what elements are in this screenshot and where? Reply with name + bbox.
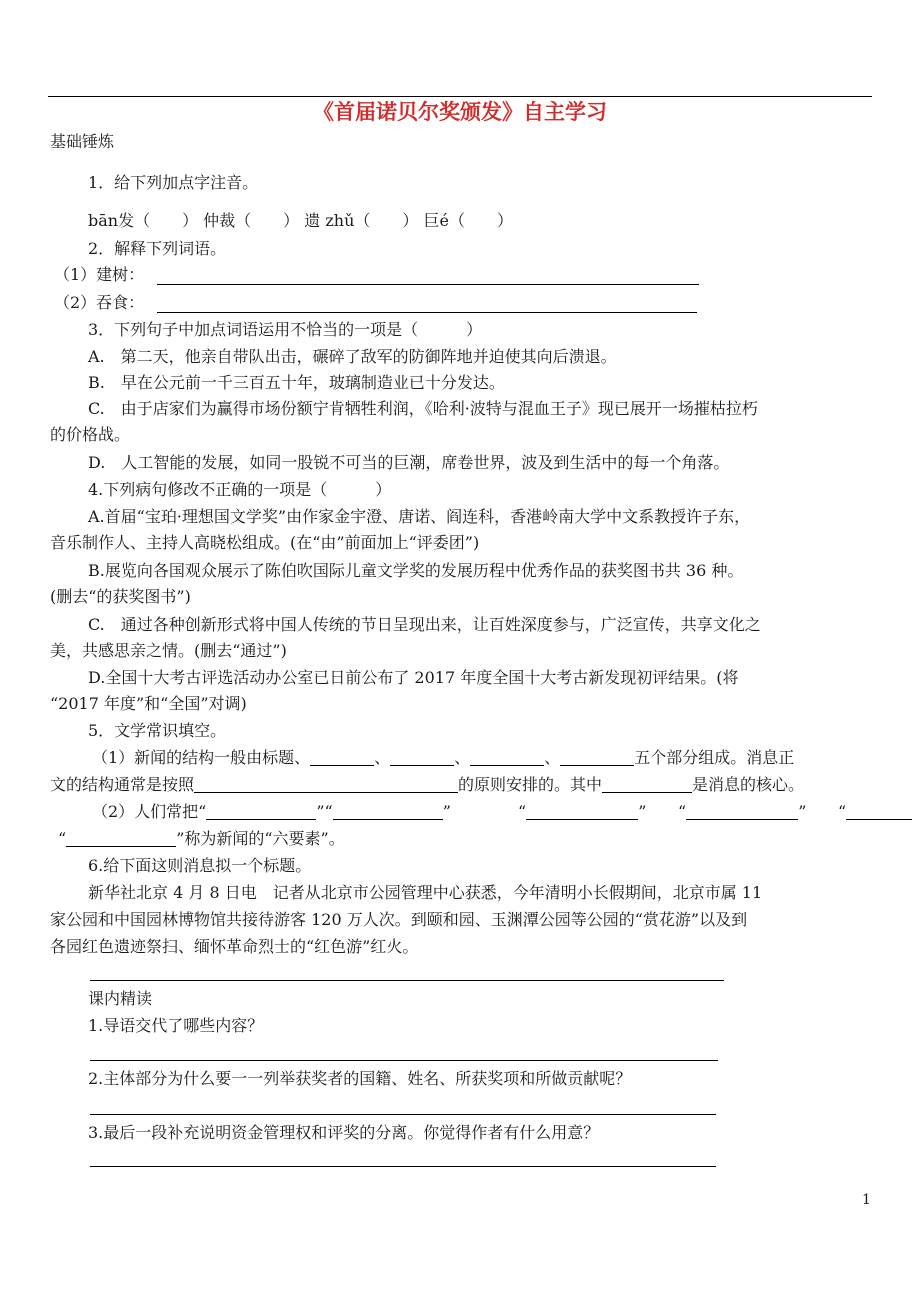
q4-option-d-line2: “2017 年度”和“全国”对调) xyxy=(50,694,247,713)
q5-part2-line2: “ ”称为新闻的“六要素”。 xyxy=(58,829,345,848)
q1-items: bān发（ ） 仲裁（ ） 遗 zhǔ（ ） 巨é（ ） xyxy=(88,211,513,230)
q5-blank[interactable] xyxy=(310,747,374,766)
q3-option-c-line1: C. 由于店家们为赢得市场份额宁肯牺牲利润，《哈利·波特与混血王子》现已展开一场摧枯拉朽 xyxy=(88,399,758,418)
q4-option-a-line1: A.首届“宝珀·理想国文学奖”由作家金宇澄、唐诺、阎连科，香港岭南大学中文系教授许子东， xyxy=(88,507,751,526)
q5-blank[interactable] xyxy=(194,774,458,793)
q5-part2-line1-cont: “ ” xyxy=(518,802,647,821)
q6-text-line1: 新华社北京 4 月 8 日电 记者从北京市公园管理中心获悉，今年清明小长假期间，北京市属 11 xyxy=(88,883,763,902)
q5-blank[interactable] xyxy=(846,801,912,820)
reading-q3: 3.最后一段补充说明资金管理权和评奖的分离。你觉得作者有什么用意？ xyxy=(88,1123,600,1142)
section-heading-basic: 基础锤炼 xyxy=(50,132,115,151)
q5-blank[interactable] xyxy=(206,801,316,820)
q5-part2-line1-cont2: “ ” xyxy=(678,802,807,821)
q5-blank[interactable] xyxy=(602,774,692,793)
q3-option-c-line2: 的价格战。 xyxy=(50,425,131,444)
q6-answer-line[interactable] xyxy=(90,980,724,981)
q5-part1-line1: （1）新闻的结构一般由标题、 、 、 、 五个部分组成。消息正 xyxy=(92,748,795,767)
q5-stem: 5．文学常识填空。 xyxy=(88,721,227,740)
q2-item1-answer-line[interactable] xyxy=(157,284,699,285)
section-heading-reading: 课内精读 xyxy=(88,989,153,1008)
reading-q3-answer-line[interactable] xyxy=(90,1166,716,1167)
q5-part1-line2: 文的结构通常是按照 的原则安排的。其中 是消息的核心。 xyxy=(50,775,805,794)
q4-option-c-line2: 美，共感思亲之情。(删去“通过”) xyxy=(50,641,287,660)
q5-blank[interactable] xyxy=(390,747,454,766)
q3-stem: 3．下列句子中加点词语运用不恰当的一项是（ ） xyxy=(88,320,483,339)
q4-option-b-line2: (删去“的获奖图书”) xyxy=(50,587,191,606)
q4-stem: 4.下列病句修改不正确的一项是（ ） xyxy=(88,480,392,499)
q5-blank[interactable] xyxy=(686,801,798,820)
q6-text-line2: 家公园和中国园林博物馆共接待游客 120 万人次。到颐和园、玉渊潭公园等公园的“赏花游”以及到 xyxy=(50,910,748,929)
q5-blank[interactable] xyxy=(333,801,443,820)
reading-q1: 1.导语交代了哪些内容？ xyxy=(88,1016,264,1035)
page-number: 1 xyxy=(862,1192,871,1208)
q3-option-d: D. 人工智能的发展，如同一股锐不可当的巨潮，席卷世界，波及到生活中的每一个角落。 xyxy=(88,453,730,472)
q1-stem: 1．给下列加点字注音。 xyxy=(88,173,259,192)
q2-stem: 2．解释下列词语。 xyxy=(88,239,227,258)
q2-item1: （1）建树： xyxy=(54,265,145,284)
q5-blank[interactable] xyxy=(66,828,176,847)
q3-option-b: B. 早在公元前一千三百五十年，玻璃制造业已十分发达。 xyxy=(88,373,505,392)
q2-item2-answer-line[interactable] xyxy=(157,312,697,313)
q4-option-c-line1: C. 通过各种创新形式将中国人传统的节日呈现出来，让百姓深度参与，广泛宣传，共享文化之 xyxy=(88,615,761,634)
q4-option-d-line1: D.全国十大考古评选活动办公室已日前公布了 2017 年度全国十大考古新发现初评结果。(将 xyxy=(88,668,739,687)
q4-option-b-line1: B.展览向各国观众展示了陈伯吹国际儿童文学奖的发展历程中优秀作品的获奖图书共 36 种。 xyxy=(88,561,744,580)
page-title: 《首届诺贝尔奖颁发》自主学习 xyxy=(313,100,607,124)
q3-option-a: A. 第二天，他亲自带队出击，碾碎了敌军的防御阵地并迫使其向后溃退。 xyxy=(88,347,617,366)
reading-q2: 2.主体部分为什么要一一列举获奖者的国籍、姓名、所获奖项和所做贡献呢？ xyxy=(88,1069,632,1088)
reading-q1-answer-line[interactable] xyxy=(90,1060,718,1061)
q5-part2-line1-cont3: “ xyxy=(838,801,912,823)
q5-blank[interactable] xyxy=(526,801,638,820)
q5-blank[interactable] xyxy=(470,747,544,766)
q6-stem: 6.给下面这则消息拟一个标题。 xyxy=(88,856,312,875)
q5-blank[interactable] xyxy=(560,747,634,766)
q4-option-a-line2: 音乐制作人、主持人高晓松组成。(在“由”前面加上“评委团”) xyxy=(50,533,480,552)
q2-item2: （2）吞食： xyxy=(54,293,145,312)
reading-q2-answer-line[interactable] xyxy=(90,1114,716,1115)
header-rule xyxy=(48,96,872,97)
q6-text-line3: 各园红色遗迹祭扫、缅怀革命烈士的“红色游”红火。 xyxy=(50,937,419,956)
q5-part2-line1: （2）人们常把“ ”“ ” xyxy=(92,802,451,821)
